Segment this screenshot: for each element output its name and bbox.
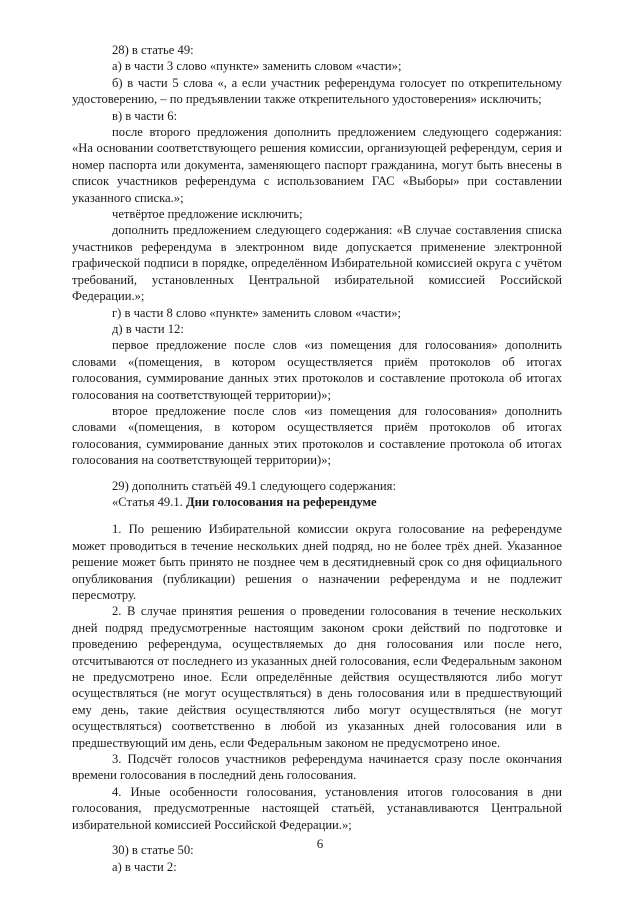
item-28-d: д) в части 12: <box>112 321 184 336</box>
item-28-g: г) в части 8 слово «пункте» заменить словом «части»; <box>112 305 402 320</box>
item-28: 28) в статье 49: <box>112 43 194 57</box>
article-heading-prefix: «Статья 49.1. <box>112 494 186 509</box>
article-heading-title: Дни голосования на референдуме <box>185 494 377 509</box>
item-29: 29) дополнить статьёй 49.1 следующего содержания: <box>112 478 396 493</box>
item-28-v-1: после второго предложения дополнить предложением следующего содержания: «На основании соответствующего решения комиссии, организующей референдум, серия и номер паспорта или документа, заменяющего паспорт гражданина, могут быть внесены в список участников референдума с использованием ГАС «Выборы» при составлении указанного списка.»; <box>72 125 562 205</box>
document-body <box>72 42 562 875</box>
item-28-a: а) в части 3 слово «пункте» заменить словом «части»; <box>112 59 402 74</box>
item-28-d-1: первое предложение после слов «из помещения для голосования» дополнить словами «(помещения, в котором осуществляется приём протоколов об итогах голосования, суммирование данных этих протоколов и составление протокола об итогах голосования на соответствующей территории)»; <box>72 338 562 402</box>
item-30-a: а) в части 2: <box>112 859 177 874</box>
article-heading <box>72 494 562 510</box>
item-28-d-2: второе предложение после слов «из помещения для голосования» дополнить словами «(помещения, в котором осуществляется приём протоколов об итогах голосования, суммирование данных этих протоколов и составление протокола об итогах голосования на соответствующей территории)»; <box>72 403 562 468</box>
article-part-2: 2. В случае принятия решения о проведении голосования в течение нескольких дней подряд предусмотренные настоящим законом сроки действий по подготовке и проведению референдума, осуществляемых до дня голосования или после него, отсчитываются от последнего из указанных дней голосования, если Федеральным законом не предусмотрено иное. Если определённые действия осуществляются либо могут осуществляться (не могут осуществляться) в день голосования или в предшествующий ему день, такие действия осуществляются либо могут осуществляться (не могут осуществляться) соответственно в любой из указанных дней голосования или в предшествующий им день, если Федеральным законом не предусмотрено иное. <box>72 604 562 750</box>
article-part-1: 1. По решению Избирательной комиссии округа голосование на референдуме может проводиться в течение нескольких дней подряд, но не более трёх дней. Указанное решение может быть принято не позднее чем в десятидневный срок со дня официального опубликования (публикации) решения о назначении референдума и не подлежит пересмотру. <box>72 522 562 602</box>
article-part-4: 4. Иные особенности голосования, установления итогов голосования в дни голосования, предусмотренные настоящей статьёй, устанавливаются Центральной избирательной комиссией Российской Федерации.»; <box>72 784 562 832</box>
item-28-v-2: четвёртое предложение исключить; <box>112 207 303 222</box>
item-28-b: б) в части 5 слова «, а если участник референдума голосует по открепительному удостоверению, – по предъявлении также открепительного удостоверения» исключить; <box>72 75 562 107</box>
item-28-v: в) в части 6: <box>112 108 178 123</box>
article-part-3: 3. Подсчёт голосов участников референдума начинается сразу после окончания времени голосования в последний день голосования. <box>72 752 562 783</box>
page-number: 6 <box>316 836 324 851</box>
item-30: 30) в статье 50: <box>112 843 194 858</box>
item-28-v-3: дополнить предложением следующего содержания: «В случае составления списка участников референдума в электронном виде допускается применение электронной графической подписи в порядке, определённом Избирательной комиссией округа с учётом требований, установленных Центральной избирательной комиссией Российской Федерации.»; <box>72 223 562 304</box>
